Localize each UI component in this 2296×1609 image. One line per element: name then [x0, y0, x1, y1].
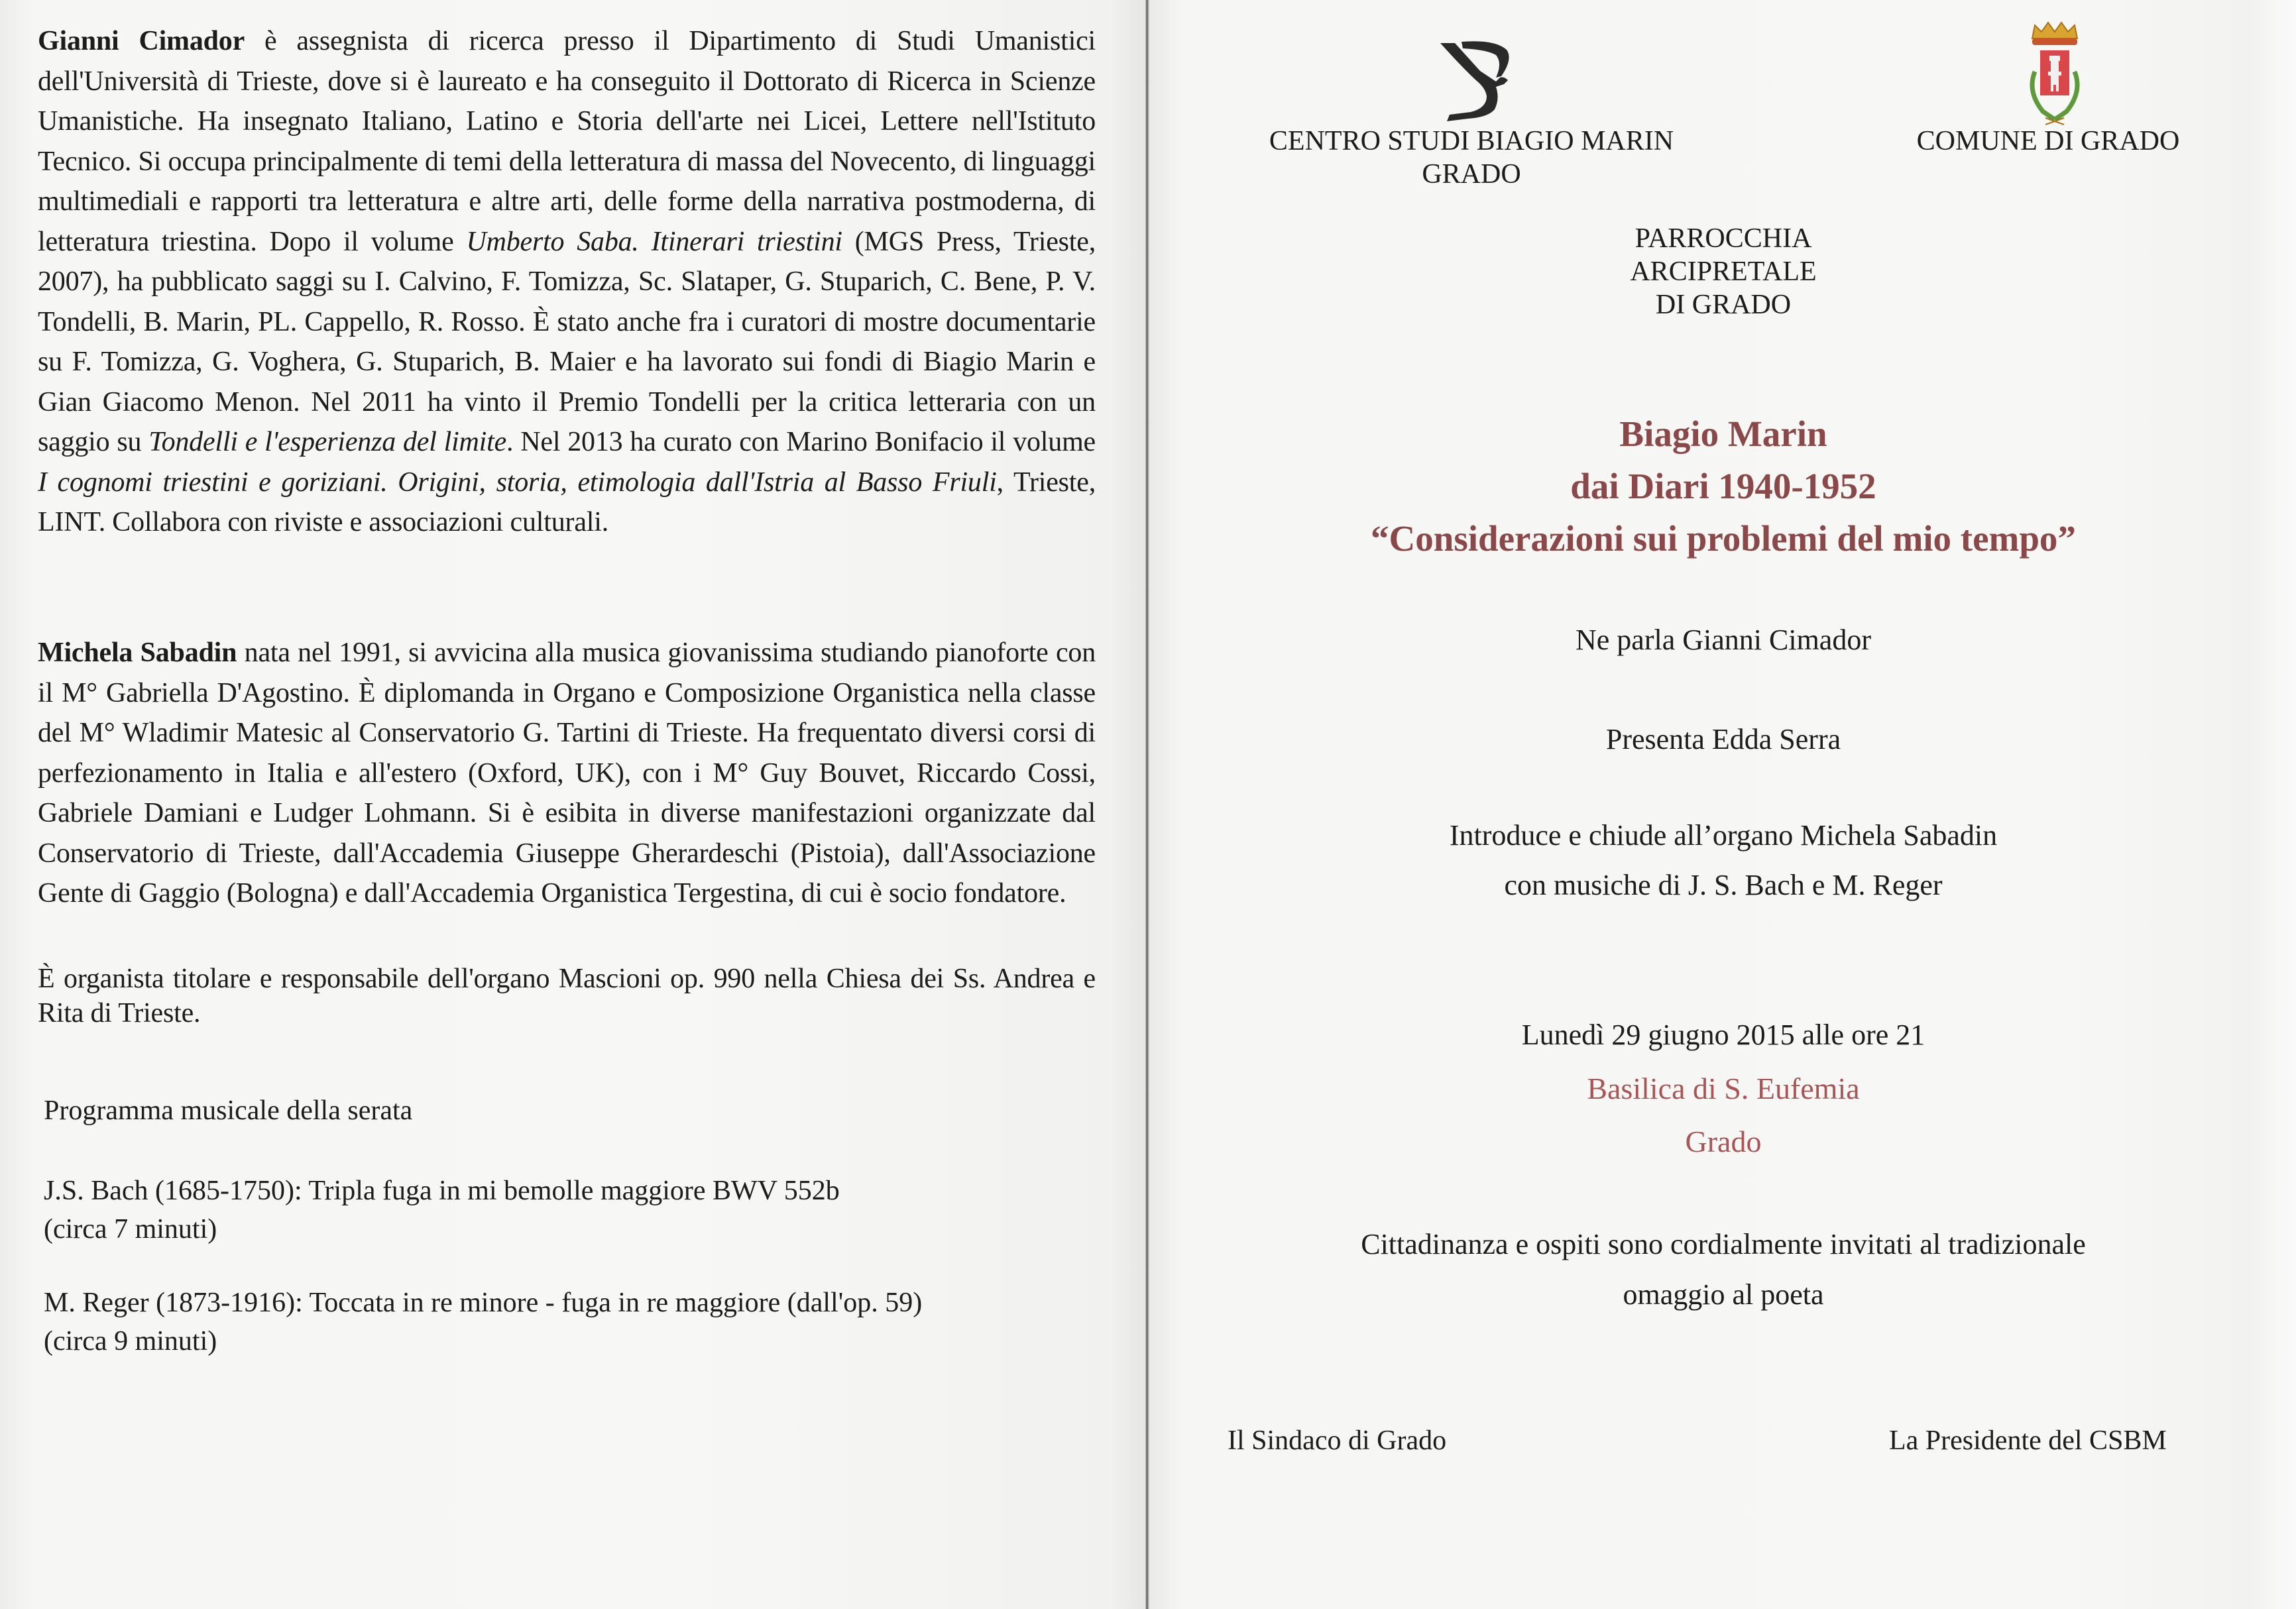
- program-duration: (circa 9 minuti): [44, 1326, 217, 1357]
- event-venue-city: Grado: [1685, 1125, 1762, 1158]
- program-piece: J.S. Bach (1685-1750): Tripla fuga in mi bemolle maggiore BWV 552b: [44, 1176, 840, 1206]
- organizer-name: CENTRO STUDI BIAGIO MARIN: [1269, 126, 1674, 156]
- event-venue: Basilica di S. Eufemia: [1587, 1072, 1860, 1105]
- event-title-quote: “Considerazioni sui problemi del mio tempo”: [1371, 518, 2076, 559]
- bio-gianni-cimador: [38, 21, 1096, 543]
- event-speaker: Ne parla Gianni Cimador: [1576, 624, 1871, 656]
- signature-mayor: Il Sindaco di Grado: [1228, 1425, 1447, 1456]
- organizer-comune-di-grado: COMUNE DI GRADO: [1916, 126, 2180, 156]
- event-title-author: Biagio Marin: [1619, 414, 1827, 454]
- event-date: Lunedì 29 giugno 2015 alle ore 21: [1521, 1019, 1925, 1051]
- bio-text: è assegnista di ricerca presso il Dipartimento di Studi Umanistici dell'Università di Trieste, dove si è laureato e ha conseguito il Dottorato di Ricerca in Scienze Umanistiche. Ha insegnato Italiano, Latino e Storia dell'arte nei Licei, Lettere nell'Istituto Tecnico. Si occupa principalmente di temi della letteratura di massa del Novecento, di linguaggi multimediali e rapporti tra letteratura e altre arti, delle forme della narrativa postmoderna, di letteratura triestina. Dopo il volume: [38, 26, 1096, 257]
- bio-text: (MGS Press, Trieste, 2007), ha pubblicato saggi su I. Calvino, F. Tomizza, Sc. Slataper, G. Stuparich, C. Bene, P. V. Tondelli, B. Marin, PL. Cappello, R. Rosso. È stato anche fra i curatori di mostre documentarie su F. Tomizza, G. Voghera, G. Stuparich, B. Maier e ha lavorato sui fondi di Biagio Marin e Gian Giacomo Menon. Nel 2011 ha vinto il Premio Tondelli per la critica letteraria con un saggio su: [38, 226, 1096, 457]
- program-item: [44, 1172, 840, 1248]
- program-piece: M. Reger (1873-1916): Toccata in re minore - fuga in re maggiore (dall'op. 59): [44, 1288, 923, 1318]
- event-presenter: Presenta Edda Serra: [1605, 723, 1841, 755]
- organizer-city: GRADO: [1422, 159, 1521, 190]
- event-music: con musiche di J. S. Bach e M. Reger: [1504, 869, 1943, 901]
- invitation-text-line2: omaggio al poeta: [1623, 1278, 1824, 1311]
- organizer-name-line: ARCIPRETALE: [1630, 256, 1817, 287]
- csbm-seagull-logo-icon: [1422, 30, 1548, 123]
- comune-di-grado-coat-of-arms-icon: [2015, 19, 2095, 128]
- bio-text: , Trieste, LINT. Collabora con riviste e associazioni culturali.: [38, 467, 1096, 537]
- invitation-text: Cittadinanza e ospiti sono cordialmente invitati al tradizionale: [1361, 1228, 2086, 1260]
- program-item: [44, 1284, 922, 1360]
- bio-book-title: I cognomi triestini e goriziani. Origini, storia, etimologia dall'Istria al Basso Friuli: [38, 467, 997, 498]
- organizer-parrocchia: [1538, 222, 1909, 321]
- bio-michela-sabadin: [38, 633, 1096, 914]
- bio-name: Michela Sabadin: [38, 638, 237, 668]
- bio-text: . Nel 2013 ha curato con Marino Bonifacio il volume: [506, 427, 1096, 457]
- organizer-centro-studi-biagio-marin: [1239, 125, 1703, 191]
- organizer-name-line: PARROCCHIA: [1635, 223, 1812, 254]
- event-organist: Introduce e chiude all’organo Michela Sabadin: [1449, 819, 1998, 852]
- program-title: Programma musicale della serata: [44, 1095, 413, 1126]
- bio-text: nata nel 1991, si avvicina alla musica giovanissima studiando pianoforte con il M° Gabriella D'Agostino. È diplomanda in Organo e Composizione Organistica nella classe del M° Wladimir Matesic al Conservatorio G. Tartini di Trieste. Ha frequentato diversi corsi di perfezionamento in Italia e all'estero (Oxford, UK), con i M° Guy Bouvet, Riccardo Cossi, Gabriele Damiani e Ludger Lohmann. Si è esibita in diverse manifestazioni organizzate dal Conservatorio di Trieste, dall'Accademia Giuseppe Gherardeschi (Pistoia), dall'Associazione Gente di Gaggio (Bologna) e dall'Accademia Organistica Tergestina, di cui è socio fondatore.: [38, 638, 1096, 909]
- event-title-subtitle: dai Diari 1940-1952: [1570, 466, 1876, 506]
- bio-essay-title: Tondelli e l'esperienza del limite: [148, 427, 507, 457]
- bio-book-title: Umberto Saba. Itinerari triestini: [466, 226, 842, 257]
- bio-michela-sabadin-organ: È organista titolare e responsabile dell'organo Mascioni op. 990 nella Chiesa dei Ss. Andrea e Rita di Trieste.: [38, 964, 1096, 1028]
- program-duration: (circa 7 minuti): [44, 1214, 217, 1245]
- organizer-name-line: DI GRADO: [1655, 290, 1792, 320]
- signature-president: La Presidente del CSBM: [1889, 1425, 2167, 1456]
- bio-name: Gianni Cimador: [38, 26, 245, 56]
